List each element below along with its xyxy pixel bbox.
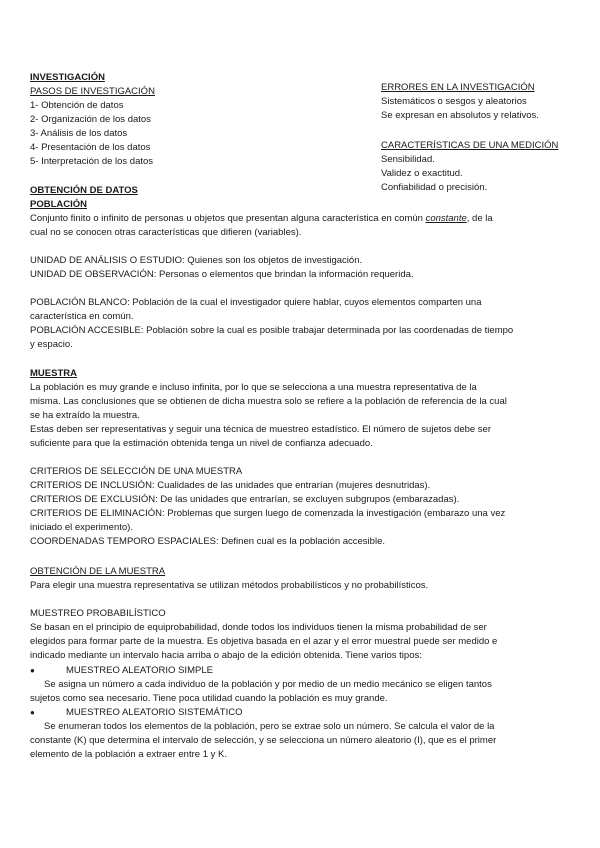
criterios-line: COORDENADAS TEMPORO ESPACIALES: Definen cual es la población accesible. [30, 536, 385, 547]
simple-line: Se asigna un número a cada individuo de la población y por medio de un medio mecánico se eligen tantos [44, 679, 492, 690]
features-item: Sensibilidad. [381, 154, 435, 165]
definition-text: Conjunto finito o infinito de personas u objetos que presentan alguna característica en común [30, 213, 426, 224]
step-item: 2- Organización de los datos [30, 114, 151, 125]
errors-item: Se expresan en absolutos y relativos. [381, 110, 539, 121]
muestra-line: misma. Las conclusiones que se obtienen de dicha muestra solo se refiere a la población de referencia de la cual [30, 396, 507, 407]
simple-line: sujetos como sea necesario. Tiene poca utilidad cuando la población es muy grande. [30, 693, 388, 704]
unidad-analisis: UNIDAD DE ANÁLISIS O ESTUDIO: Quienes son los objetos de investigación. [30, 255, 363, 266]
step-item: 3- Análisis de los datos [30, 128, 128, 139]
section-title-obtencion: OBTENCIÓN DE DATOS [30, 185, 138, 196]
section-title-poblacion: POBLACIÓN [30, 199, 87, 210]
definition-line: cual no se conocen otras características que difieren (variables). [30, 227, 302, 238]
errors-title: ERRORES EN LA INVESTIGACIÓN [381, 82, 535, 93]
page-title: INVESTIGACIÓN [30, 72, 105, 83]
muestra-line: suficiente para que la estimación obtenida tenga un nivel de confianza adecuado. [30, 438, 373, 449]
features-item: Confiabilidad o precisión. [381, 182, 488, 193]
features-title: CARACTERÍSTICAS DE UNA MEDICIÓN [381, 140, 559, 151]
poblacion-blanco-cont: característica en común. [30, 311, 134, 322]
bullet-icon: ● [30, 666, 35, 675]
criterios-title: CRITERIOS DE SELECCIÓN DE UNA MUESTRA [30, 466, 243, 477]
sistematico-title: MUESTREO ALEATORIO SISTEMÁTICO [66, 707, 243, 718]
poblacion-definition [30, 212, 493, 226]
criterios-line: CRITERIOS DE EXCLUSIÓN: De las unidades que entrarían, se excluyen subgrupos (embarazadas). [30, 494, 460, 505]
errors-item: Sistemáticos o sesgos y aleatorios [381, 96, 527, 107]
features-item: Validez o exactitud. [381, 168, 463, 179]
obtencion-muestra-text: Para elegir una muestra representativa se utilizan métodos probabilísticos y no probabilísticos. [30, 580, 429, 591]
bullet-icon: ● [30, 708, 35, 717]
muestra-line: Estas deben ser representativas y seguir una técnica de muestreo estadístico. El número de sujetos debe ser [30, 424, 492, 435]
step-item: 1- Obtención de datos [30, 100, 124, 111]
step-item: 4- Presentación de los datos [30, 142, 151, 153]
muestra-line: se ha extraído la muestra. [30, 410, 140, 421]
probabilistico-title: MUESTREO PROBABILÍSTICO [30, 608, 166, 619]
poblacion-blanco: POBLACIÓN BLANCO: Población de la cual el investigador quiere hablar, cuyos elementos comparten una [30, 297, 482, 308]
sistematico-line: elemento de la población a extraer entre 1 y K. [30, 749, 227, 760]
unidad-observacion: UNIDAD DE OBSERVACIÓN: Personas o elementos que brindan la información requerida. [30, 269, 414, 280]
criterios-line: CRITERIOS DE INCLUSIÓN: Cualidades de las unidades que entrarían (mujeres desnutridas). [30, 480, 431, 491]
definition-emphasis: constante [425, 213, 467, 224]
section-title-muestra: MUESTRA [30, 368, 77, 379]
criterios-line: CRITERIOS DE ELIMINACIÓN: Problemas que surgen luego de comenzada la investigación (embarazo una vez [30, 508, 506, 519]
muestra-line: La población es muy grande e incluso infinita, por lo que se selecciona a una muestra representativa de la [30, 382, 477, 393]
criterios-line: iniciado el experimento). [30, 522, 133, 533]
steps-title: PASOS DE INVESTIGACIÓN [30, 86, 155, 97]
section-title-obtencion-muestra: OBTENCIÓN DE LA MUESTRA [30, 566, 166, 577]
definition-text-end: , de la [466, 213, 493, 224]
step-item: 5- Interpretación de los datos [30, 156, 154, 167]
poblacion-accesible: POBLACIÓN ACCESIBLE: Población sobre la cual es posible trabajar determinada por las coordenadas de tiempo [30, 325, 514, 336]
poblacion-accesible-cont: y espacio. [30, 339, 73, 350]
sistematico-line: constante (K) que determina el intervalo de selección, y se selecciona un número aleatorio (I), que es el primer [30, 735, 497, 746]
sistematico-line: Se enumeran todos los elementos de la población, pero se extrae solo un número. Se calcula el valor de la [44, 721, 495, 732]
probabilistico-line: elegidos para formar parte de la muestra. Es objetiva basada en el azar y el error muestral puede ser medido e [30, 636, 498, 647]
simple-title: MUESTREO ALEATORIO SIMPLE [66, 665, 213, 676]
probabilistico-line: Se basan en el principio de equiprobabilidad, donde todos los individuos tienen la misma probabilidad de ser [30, 622, 487, 633]
probabilistico-line: indicado mediante un intervalo hacia arriba o abajo de la edición obtenida. Tiene varios tipos: [30, 650, 422, 661]
